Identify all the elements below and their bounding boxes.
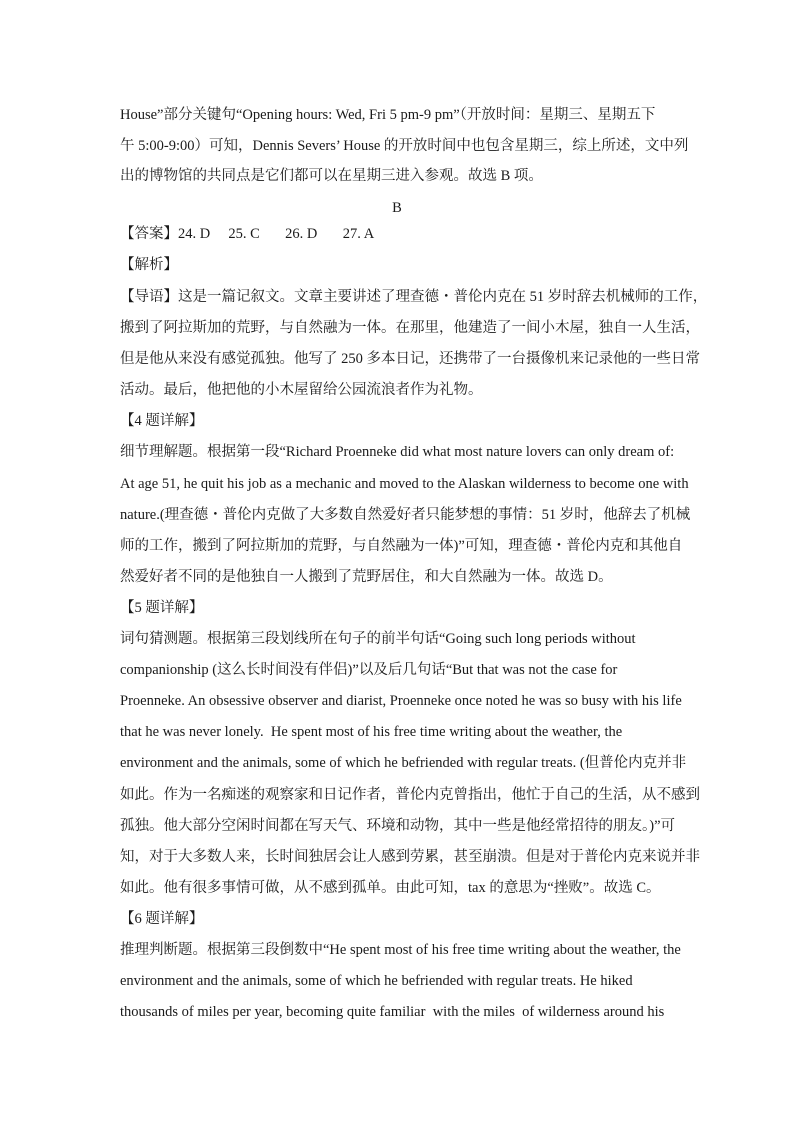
text-line: 活动。最后，他把他的小木屋留给公园流浪者作为礼物。 <box>120 382 483 398</box>
text-line: 然爱好者不同的是他独自一人搬到了荒野居住，和大自然融为一体。故选 D。 <box>120 569 613 585</box>
text-line: 知，对于大多数人来，长时间独居会让人感到劳累，甚至崩溃。但是对于普伦内克来说并非 <box>120 849 700 865</box>
text-line: 【导语】这是一篇记叙文。文章主要讲述了理查德・普伦内克在 51 岁时辞去机械师的工作， <box>120 289 708 305</box>
text-line: nature.(理查德・普伦内克做了大多数自然爱好者只能梦想的事情：51 岁时，他辞去了机械 <box>120 507 691 523</box>
text-line: 师的工作，搬到了阿拉斯加的荒野，与自然融为一体)”可知，理查德・普伦内克和其他自 <box>120 538 683 554</box>
text-line: environment and the animals, some of which he befriended with regular treats. (但普伦内克并非 <box>120 755 687 771</box>
text-line: 午 5:00-9:00）可知，Dennis Severs’ House 的开放时间中也包含星期三，综上所述，文中列 <box>120 138 689 154</box>
text-line: 如此。他有很多事情可做，从不感到孤单。由此可知，tax 的意思为“挫败”。故选 C。 <box>120 880 661 896</box>
text-line: Proenneke. An obsessive observer and diarist, Proenneke once noted he was so busy with his life <box>120 693 682 709</box>
text-line: 推理判断题。根据第三段倒数中“He spent most of his free time writing about the weather, the <box>120 942 681 958</box>
text-line: that he was never lonely. He spent most of his free time writing about the weather, the <box>120 724 623 740</box>
text-line: House”部分关键句“Opening hours: Wed, Fri 5 pm-9 pm”（开放时间：星期三、星期五下 <box>120 107 656 123</box>
text-line: 出的博物馆的共同点是它们都可以在星期三进入参观。故选 B 项。 <box>120 168 543 184</box>
text-line: companionship (这么长时间没有伴侣)”以及后几句话“But that was not the case for <box>120 662 618 678</box>
section-heading: 【4 题详解】 <box>120 413 204 429</box>
text-line: 搬到了阿拉斯加的荒野，与自然融为一体。在那里，他建造了一间小木屋，独自一人生活， <box>120 320 700 336</box>
text-line: 词句猜测题。根据第三段划线所在句子的前半句话“Going such long periods without <box>120 631 636 647</box>
text-line: 但是他从来没有感觉孤独。他写了 250 多本日记，还携带了一台摄像机来记录他的一些日常 <box>120 351 700 367</box>
text-line: 孤独。他大部分空闲时间都在写天气、环境和动物，其中一些是他经常招待的朋友。)”可 <box>120 818 676 834</box>
section-heading: 【6 题详解】 <box>120 911 204 927</box>
answer-line: 【答案】24. D 25. C 26. D 27. A <box>120 226 375 242</box>
answer-label: B <box>392 200 402 216</box>
text-line: environment and the animals, some of which he befriended with regular treats. He hiked <box>120 973 633 989</box>
text-line: thousands of miles per year, becoming quite familiar with the miles of wilderness around his <box>120 1004 665 1020</box>
section-heading: 【解析】 <box>120 257 178 273</box>
text-line: 如此。作为一名痴迷的观察家和日记作者，普伦内克曾指出，他忙于自己的生活，从不感到 <box>120 787 700 803</box>
text-line: At age 51, he quit his job as a mechanic and moved to the Alaskan wilderness to become one with <box>120 476 689 492</box>
section-heading: 【5 题详解】 <box>120 600 204 616</box>
text-line: 细节理解题。根据第一段“Richard Proenneke did what most nature lovers can only dream of: <box>120 444 675 460</box>
